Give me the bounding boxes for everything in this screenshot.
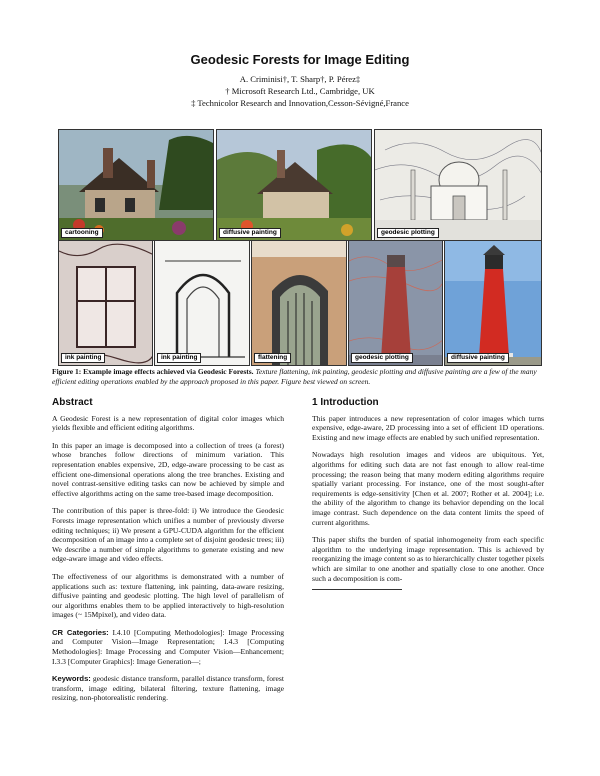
keywords-label: Keywords: bbox=[52, 674, 91, 684]
figure-panel-flattening bbox=[251, 240, 347, 366]
taj-mahal-image bbox=[375, 130, 542, 241]
panel-label: cartooning bbox=[61, 228, 103, 238]
figure-panel-cartooning bbox=[58, 129, 214, 241]
figure-panel-geodesic-plotting-2 bbox=[348, 240, 443, 366]
panel-label: geodesic plotting bbox=[377, 228, 439, 238]
figure-caption bbox=[52, 367, 548, 386]
lighthouse-painting-image bbox=[445, 241, 542, 366]
house-painting-image bbox=[217, 130, 372, 241]
authors: A. Criminisi†, T. Sharp†, P. Pérez‡ bbox=[239, 74, 361, 84]
abstract-heading: Abstract bbox=[52, 397, 93, 408]
abstract-paragraph: The contribution of this paper is three-fold: i) We introduce the Geodesic Forests image representation which unifies a number of previously diverse editing techniques; ii) We present a GPU-CUDA algorithm for the efficient decomposition of an image into a complete set of disjoint geodesic trees; iii) We describe a number of simple algorithms to generate existing and new edge-aware image and video effects. bbox=[52, 506, 284, 564]
affiliation-1: † Microsoft Research Ltd., Cambridge, UK bbox=[225, 86, 375, 96]
panel-label: ink painting bbox=[61, 353, 105, 363]
keywords bbox=[52, 674, 284, 703]
figure-panel-geodesic-plotting bbox=[374, 129, 542, 241]
lighthouse-plotting-image bbox=[349, 241, 443, 366]
cr-label: CR Categories: bbox=[52, 627, 109, 637]
panel-label: flattening bbox=[254, 353, 291, 363]
introduction-heading: 1 Introduction bbox=[312, 397, 379, 408]
arch-gate-image bbox=[252, 241, 347, 366]
house-image bbox=[59, 130, 214, 241]
footnote-rule bbox=[312, 589, 402, 590]
paper-title: Geodesic Forests for Image Editing bbox=[190, 52, 410, 67]
figure-panel-ink-painting-1 bbox=[58, 240, 153, 366]
introduction-paragraph: Nowadays high resolution images and videos are ubiquitous. Yet, algorithms for editing such data are not fast enough to allow real-time processing; the reason being that many modern editing algorithms require spatially variant processing. For instance, one of the most sought-after requirements is edge-sensitivity [Chen et al. 2007; Rother et al. 2004]; i.e. the ability of the algorithm to change its behavior depending on the local image contrast. Such dependence on the data content limits the speed of current algorithms. bbox=[312, 450, 544, 527]
introduction-paragraph: This paper shifts the burden of spatial inhomogeneity from each specific algorithm to the underlying image representation. This is achieved by reorganizing the image content so as to hierarchically cluster together pixels which are similar to one another and spatially close to one another. Once such a decomposition is com- bbox=[312, 535, 544, 583]
abstract-column bbox=[52, 398, 284, 711]
panel-label: ink painting bbox=[157, 353, 201, 363]
introduction-paragraph: This paper introduces a new representation of color images which turns expensive, edge-aware, 2D processing into a set of efficient 1D operations. Existing and new image effects are enabled by such unified representation. bbox=[312, 413, 544, 442]
figure-panel-diffusive-painting-2 bbox=[444, 240, 542, 366]
keywords-text: geodesic distance transform, parallel distance transform, forest transform, image editing, bilateral filtering, texture flattening, image resizing, non-photorealistic rendering. bbox=[52, 674, 284, 703]
panel-label: diffusive painting bbox=[219, 228, 281, 238]
figure-panel-diffusive-painting bbox=[216, 129, 372, 241]
cr-categories bbox=[52, 628, 284, 666]
window-ink-image bbox=[59, 241, 153, 366]
panel-label: geodesic plotting bbox=[351, 353, 413, 363]
introduction-column bbox=[312, 398, 544, 590]
cr-text: I.4.10 [Computing Methodologies]: Image Processing and Computer Vision—Image Representation; I.4.3 [Computing Methodologies]: Image Processing and Computer Vision—Enhancement; I.3.3 [Computer Graphics]: Image Generation—; bbox=[52, 627, 285, 666]
caption-body: Texture flattening, ink painting, geodesic plotting and diffusive painting are a few of the many efficient editing operations enabled by the approach proposed in this paper. Figure best viewed on screen. bbox=[52, 367, 537, 386]
abstract-paragraph: In this paper an image is decomposed into a collection of trees (a forest) whose branches follow directions of minimum variation. This representation enables expensive, 2D, edge-aware processing to be cast as efficient one-dimensional operations along the tree branches. Existing and novel contrast-sensitive editing tasks can now be achieved by simple and effective algorithms acting on the same tree-based image decomposition. bbox=[52, 440, 284, 498]
abstract-paragraph: A Geodesic Forest is a new representation of digital color images which yields flexible and efficient editing algorithms. bbox=[52, 413, 284, 433]
panel-label: diffusive painting bbox=[447, 353, 509, 363]
figure-panel-ink-painting-2 bbox=[154, 240, 250, 366]
abstract-paragraph: The effectiveness of our algorithms is demonstrated with a number of applications such as: texture flattening, ink painting, data-aware resizing, diffusive painting and geodesic plotting. The high level of parallelism of our algorithms enables them to be applied interactively to high-resolution images (~ 15Mpixel), and video data. bbox=[52, 571, 284, 620]
caption-head: Figure 1: Example image effects achieved via Geodesic Forests. bbox=[52, 367, 254, 376]
affiliation-2: ‡ Technicolor Research and Innovation,Cesson-Sévigné,France bbox=[191, 98, 409, 108]
arch-ink-image bbox=[155, 241, 250, 366]
